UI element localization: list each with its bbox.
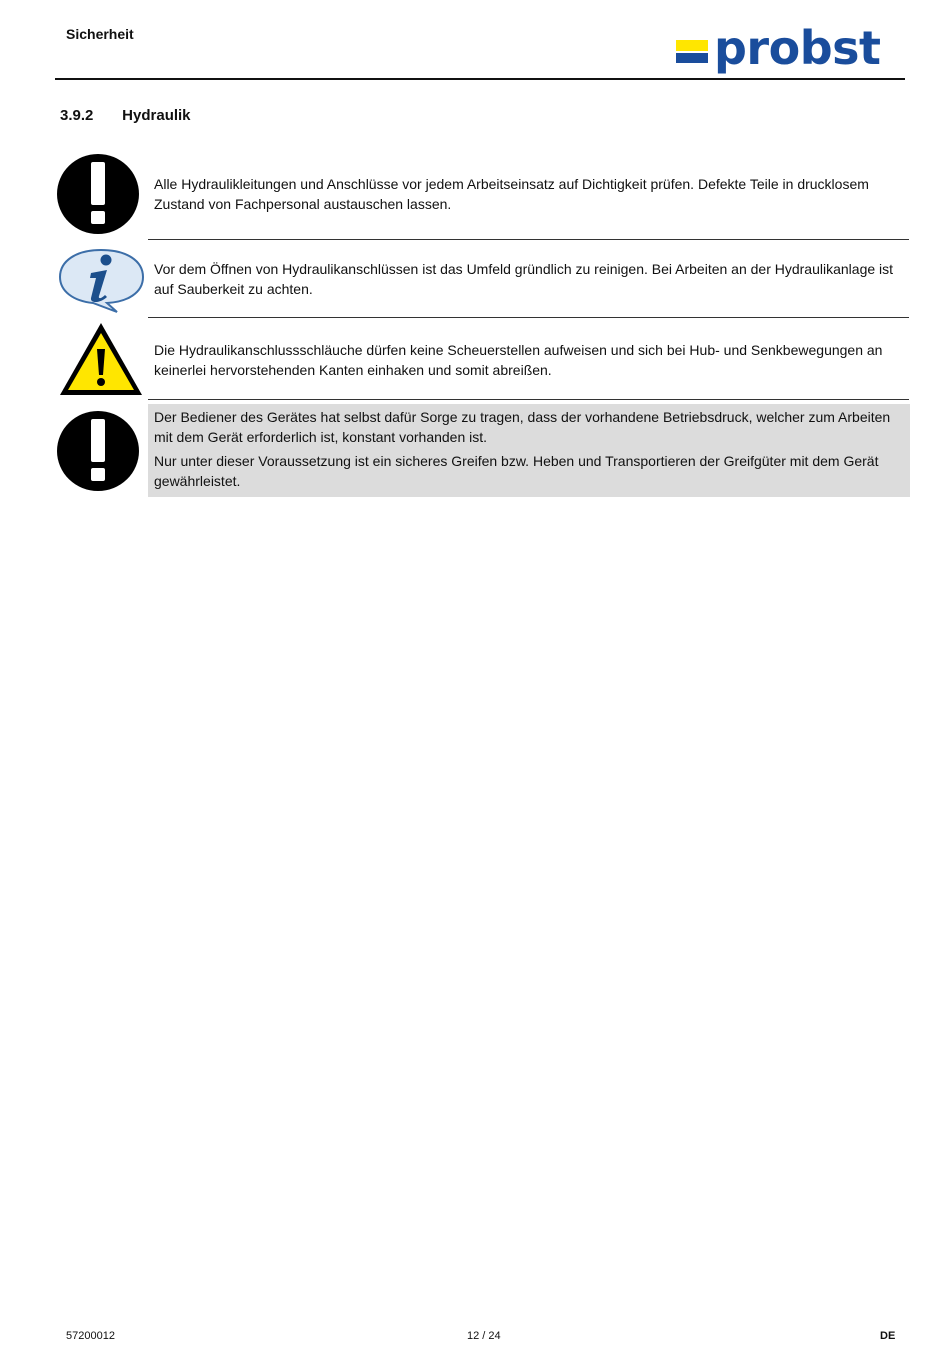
notice-operating-pressure (55, 404, 910, 497)
footer-page-number: 12 / 24 (467, 1330, 501, 1342)
notice-divider (148, 317, 909, 318)
probst-logo (676, 21, 898, 76)
notice-divider (148, 239, 909, 240)
logo-wordmark: probst (714, 21, 881, 75)
notice-text (148, 340, 910, 380)
notice-divider (148, 399, 909, 400)
notice-paragraph: Nur unter dieser Voraussetzung ist ein sicheres Greifen bzw. Heben und Transportieren der Greifgüter mit dem Gerät gewährleistet. (154, 453, 879, 489)
notice-paragraph: Der Bediener des Gerätes hat selbst dafür Sorge zu tragen, dass der vorhandene Betriebsdruck, welcher zum Arbeiten mit dem Gerät erforderlich ist, konstant vorhanden ist. (154, 409, 891, 445)
notice-hoses (55, 321, 910, 397)
section-heading (60, 107, 191, 124)
section-number: 3.9.2 (60, 107, 94, 124)
notice-cleaning (55, 243, 910, 315)
notice-paragraph: Alle Hydraulikleitungen und Anschlüsse vor jedem Arbeitseinsatz auf Dichtigkeit prüfen. Defekte Teile in drucklosem Zustand von Fachpersonal austauschen lassen. (154, 176, 869, 212)
section-title: Hydraulik (122, 107, 191, 124)
notice-text (148, 259, 910, 299)
logo-blue-bar (676, 53, 708, 63)
logo-yellow-bar (676, 40, 708, 51)
notice-paragraph: Die Hydraulikanschlussschläuche dürfen keine Scheuerstellen aufweisen und sich bei Hub- und Senkbewegungen an keinerlei hervorstehenden Kanten einhaken und somit abreißen. (154, 342, 883, 378)
footer-language: DE (880, 1330, 896, 1342)
exclamation-icon (55, 409, 141, 498)
exclamation-icon (55, 152, 141, 241)
header-title: Sicherheit (66, 26, 134, 42)
notice-paragraph: Vor dem Öffnen von Hydraulikanschlüssen ist das Umfeld gründlich zu reinigen. Bei Arbeiten an der Hydraulikanlage ist auf Sauberkeit zu achten. (154, 261, 894, 297)
notice-text (148, 174, 910, 214)
info-icon (57, 246, 145, 319)
footer-doc-number: 57200012 (66, 1330, 115, 1342)
header-divider (55, 78, 905, 80)
warning-icon (58, 321, 144, 402)
notice-hydraulic-check (55, 151, 910, 237)
notice-text-shaded (148, 404, 910, 497)
